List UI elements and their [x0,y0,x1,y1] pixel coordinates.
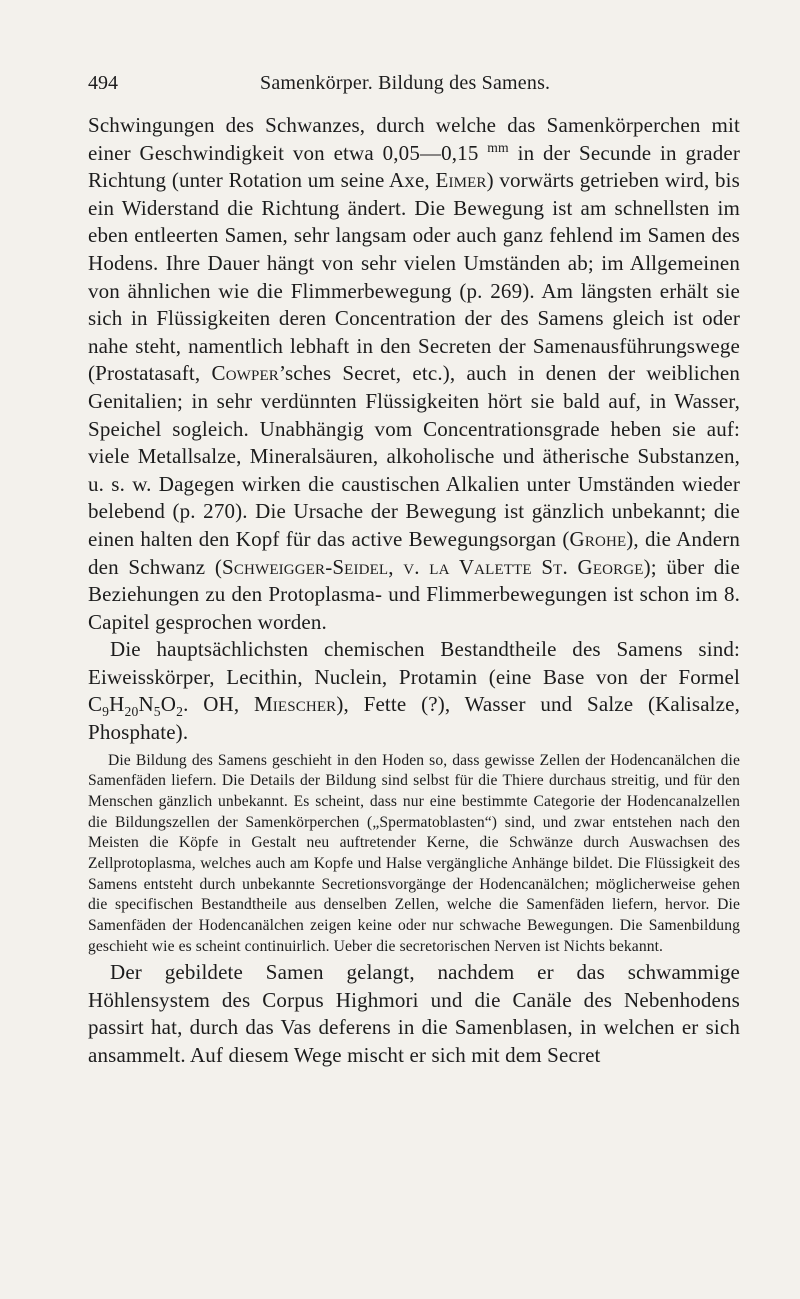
paragraph-transport: Der gebildete Samen gelangt, nachdem er das schwammige Höhlensystem des Corpus Highmori und die Canäle des Nebenhodens passirt hat, durch das Vas deferens in die Samenblasen, in welchen er sich ansammelt. Auf diesem Wege mischt er sich mit dem Secret [88,960,740,1067]
author-schweigger: Schweigger-Seidel, v. la Valette St. George [222,554,644,579]
small-print-note [88,751,740,958]
page-header [88,72,740,112]
paragraph-chemistry: Die hauptsächlichsten chemischen Bestandtheile des Samens sind: Eiweisskörper, Lecithin, Nuclein, Protamin (eine Base von der Formel $C_9H_{20}N_5O_2$. OH, Miescher), Fette (?), Wasser und Salze (Kalisalze, Phosphate). [88,637,740,745]
author-cowper: Cowper [211,361,279,386]
author-eimer: Eimer [435,168,487,193]
paragraph-formation: Die Bildung des Samens geschieht in den Hoden so, dass gewisse Zellen der Hodencanälchen die Samenfäden liefern. Die Details der Bildung sind selbst für die Thiere durchaus streitig, und für den Menschen gänzlich unbekannt. Es scheint, dass nur eine bestimmte Categorie der Hodencanalzellen die Bildungszellen der Samenkörperchen („Spermatoblasten“) sind, und zwar entstehen nach den Meisten die Köpfe in Gestalt neu auftretender Kerne, die Schwänze durch Auswachsen des Zellprotoplasma, welches auch am Kopfe und Halse vergängliche Anhänge bildet. Die Flüssigkeit des Samens entsteht durch unbekannte Secretionsvorgänge der Hodencanälchen; möglicherweise gehen die specifischen Bestandtheile aus denselben Zellen, welche die Samenfäden liefern, hervor. Die Samenfäden der Hodencanälchen zeigen keine oder nur schwache Bewegungen. Die Samenbildung geschieht wie es scheint continuirlich. Ueber die secretorischen Nerven ist Nichts bekannt. [88,751,740,955]
paragraph-motion: Schwingungen des Schwanzes, durch welche das Samenkörperchen mit einer Geschwindigkeit von etwa 0,05—0,15 $^{mm}$ in der Secunde in grader Richtung (unter Rotation um seine Axe, Eimer) vorwärts getrieben wird, bis ein Widerstand die Richtung ändert. Die Bewegung ist am schnellsten im eben entleerten Samen, sehr langsam oder auch ganz fehlend im Samen des Hodens. Ihre Dauer hängt von sehr vielen Umständen ab; im Allgemeinen von ähnlichen wie die Flimmerbewegung (p. 269). Am längsten erhält sie sich in Flüssigkeiten deren Concentration der des Samens gleich ist oder nahe steht, namentlich lebhaft in den Secreten der Samenausführungswege (Prostatasaft, Cowper’sches Secret, etc.), auch in denen der weiblichen Genitalien; in sehr verdünnten Flüssigkeiten hört sie bald auf, in Wasser, Speichel sogleich. Unabhängig vom Concentrationsgrade heben sie auf: viele Metallsalze, Mineralsäuren, alkoholische und ätherische Substanzen, u. s. w. Dagegen wirken die caustischen Alkalien unter Umständen wieder belebend (p. 270). Die Ursache der Bewegung ist gänzlich unbekannt; die einen halten den Kopf für das active Bewegungsorgan (Grohe), die Andern den Schwanz (Schweigger-Seidel, v. la Valette St. George); über die Beziehungen zu den Protoplasma- und Flimmerbewegungen ist schon im 8. Capitel gesprochen worden. [88,113,741,634]
page-number: 494 [88,72,118,94]
book-page [88,72,740,1070]
running-title: Samenkörper. Bildung des Samens. [260,72,551,94]
main-text-continued [88,959,740,1069]
main-text [88,112,740,747]
unit-mm: mm [487,139,509,155]
author-grohe: Grohe [569,526,627,551]
author-miescher: Miescher [253,692,337,717]
